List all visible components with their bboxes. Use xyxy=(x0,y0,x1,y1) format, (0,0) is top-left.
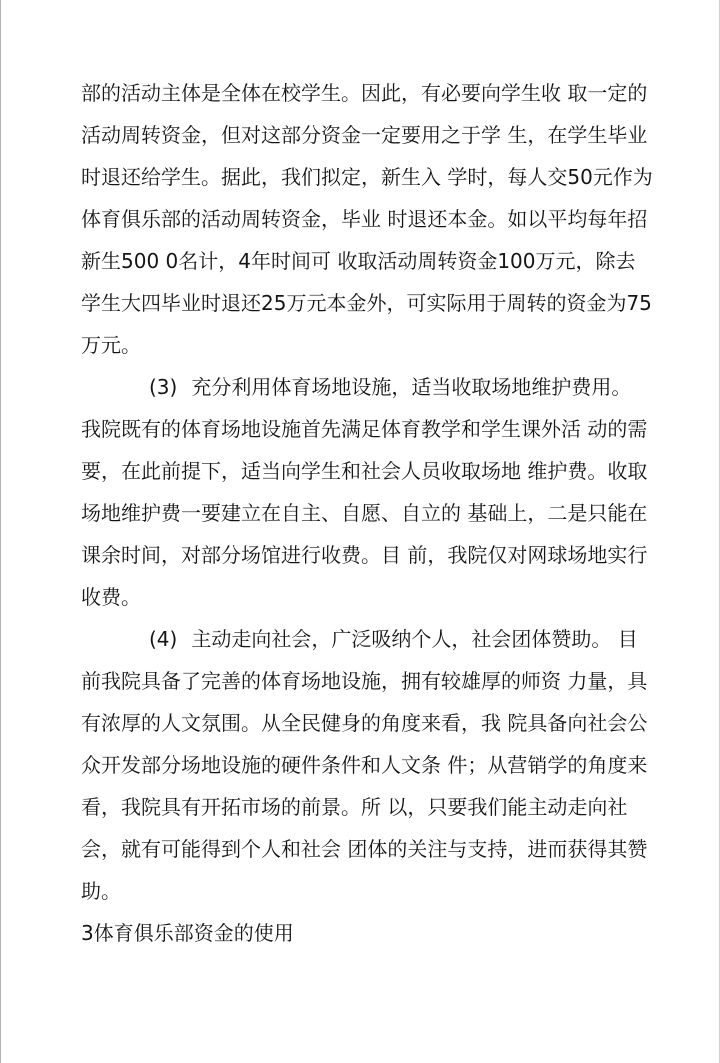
body-line: 时退还给学生。据此，我们拟定，新生入 学时，每人交50元作为 xyxy=(81,165,653,189)
body-line: 学生大四毕业时退还25万元本金外，可实际用于周转的资金为75 xyxy=(81,291,652,315)
body-line: 我院既有的体育场地设施首先满足体育教学和学生课外活 动的需 xyxy=(81,417,648,441)
body-line: 体育俱乐部的活动周转资金，毕业 时退还本金。如以平均每年招 xyxy=(81,207,648,231)
section-heading: 3体育俱乐部资金的使用 xyxy=(81,921,294,945)
body-line: 场地维护费一要建立在自主、自愿、自立的 基础上，二是只能在 xyxy=(81,501,648,525)
body-line: 课余时间，对部分场馆进行收费。目 前，我院仅对网球场地实行 xyxy=(81,543,648,567)
body-line: 助。 xyxy=(81,879,121,903)
body-line: 万元。 xyxy=(81,333,141,357)
body-line: 新生500 0名计，4年时间可 收取活动周转资金100万元，除去 xyxy=(81,249,636,273)
paragraph-item-4 xyxy=(81,618,681,912)
document-body xyxy=(81,72,681,954)
item-lead-text: 主动走向社会，广泛吸纳个人，社会团体赞助。 目 xyxy=(191,627,638,651)
body-line: 众开发部分场地设施的硬件条件和人文条 件；从营销学的角度来 xyxy=(81,753,648,777)
paragraph-funding-deposit xyxy=(81,72,681,366)
body-line: 看，我院具有开拓市场的前景。所 以，只要我们能主动走向社 xyxy=(81,795,628,819)
item-lead-line xyxy=(81,618,681,660)
item-marker: (3) xyxy=(149,375,178,399)
item-marker: (4) xyxy=(149,627,178,651)
body-line: 前我院具备了完善的体育场地设施，拥有较雄厚的师资 力量，具 xyxy=(81,669,648,693)
body-line: 要，在此前提下，适当向学生和社会人员收取场地 维护费。收取 xyxy=(81,459,648,483)
body-line: 有浓厚的人文氛围。从全民健身的角度来看，我 院具备向社会公 xyxy=(81,711,648,735)
item-lead-line xyxy=(81,366,681,408)
body-line: 会，就有可能得到个人和社会 团体的关注与支持，进而获得其赞 xyxy=(81,837,648,861)
body-line: 活动周转资金，但对这部分资金一定要用之于学 生，在学生毕业 xyxy=(81,123,648,147)
body-line: 收费。 xyxy=(81,585,141,609)
body-line: 部的活动主体是全体在校学生。因此，有必要向学生收 取一定的 xyxy=(81,81,648,105)
item-lead-text: 充分利用体育场地设施，适当收取场地维护费用。 xyxy=(191,375,632,399)
paragraph-item-3 xyxy=(81,366,681,618)
